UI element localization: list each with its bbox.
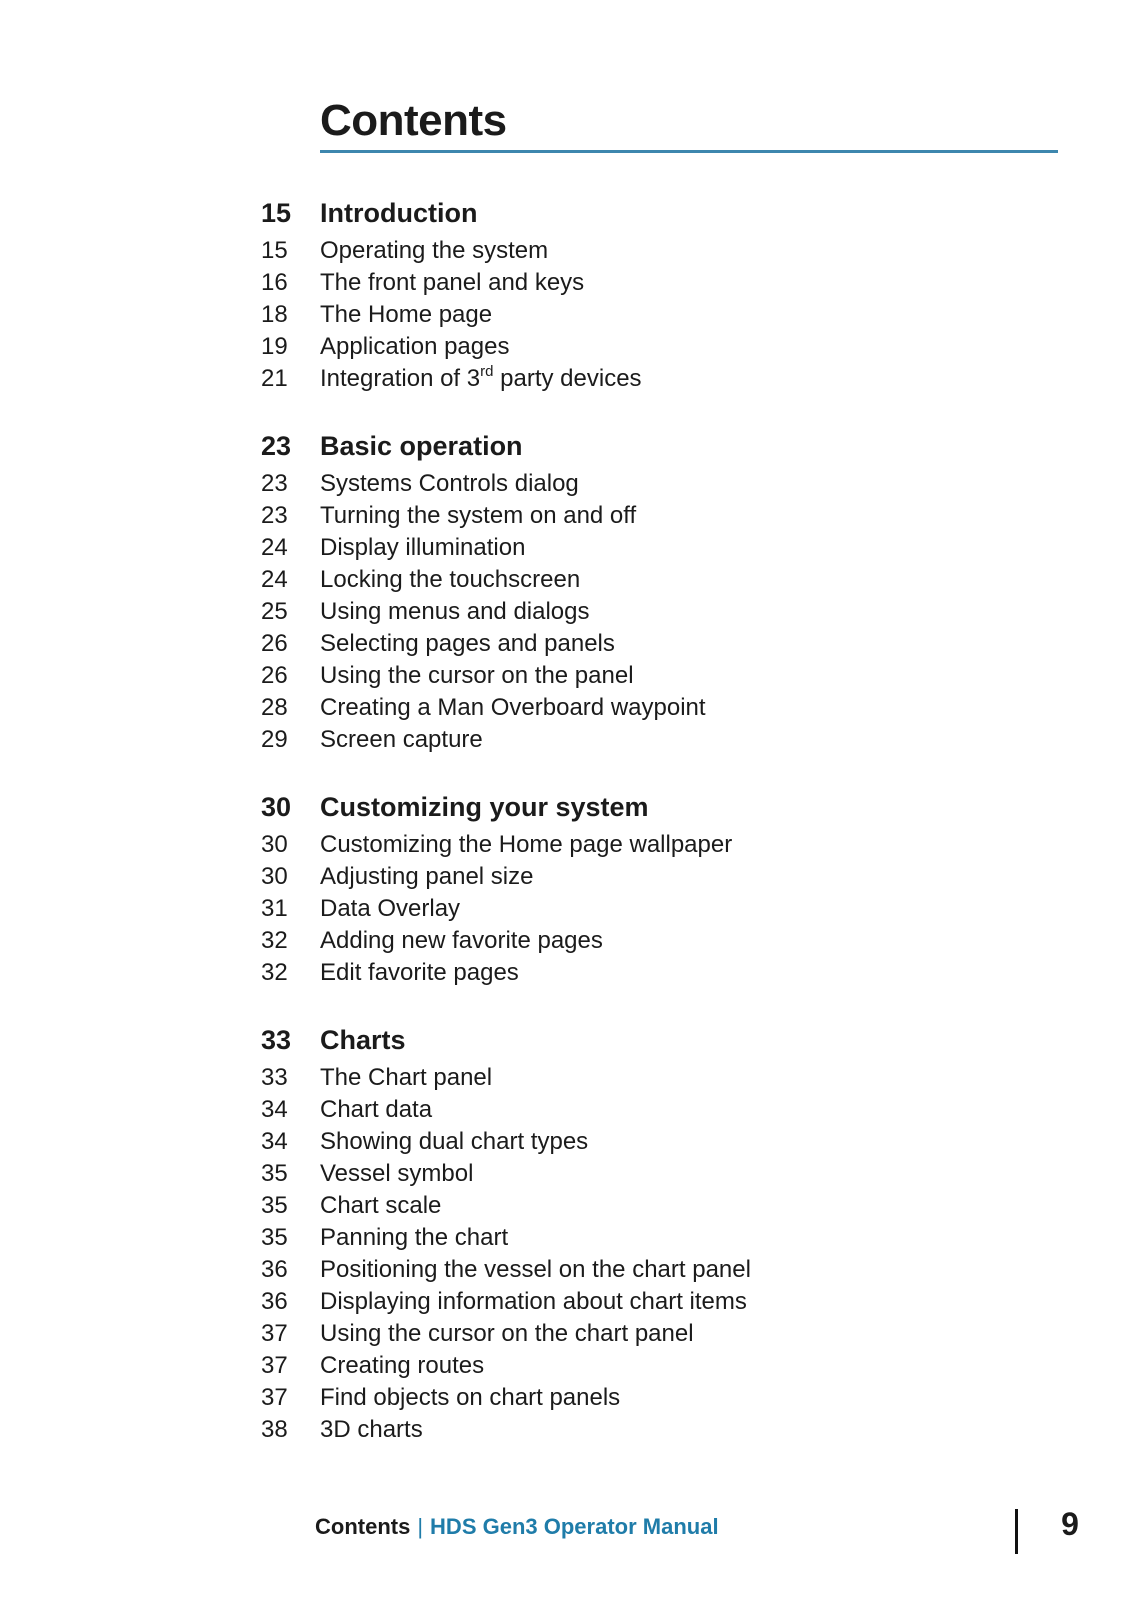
toc-page-number: 21 [261,365,288,392]
toc-title: Edit favorite pages [320,959,519,986]
toc-page-number: 28 [261,694,288,721]
footer-separator: | [417,1514,424,1539]
toc-title-text: Integration of 3 [320,365,481,392]
toc-entry[interactable] [261,1318,1061,1350]
toc-entry[interactable] [261,1094,1061,1126]
toc-page-number: 23 [261,431,292,461]
toc-entry[interactable] [261,628,1061,660]
toc-page-number: 23 [261,502,288,529]
toc-entry[interactable] [261,1286,1061,1318]
toc-entry[interactable] [261,1414,1061,1446]
toc-entry[interactable] [261,1382,1061,1414]
toc-title: Chart data [320,1096,433,1123]
toc-title [320,363,1061,395]
toc-title: Customizing your system [320,792,649,822]
toc-title: Chart scale [320,1192,442,1219]
toc-page-number: 15 [261,237,288,264]
toc-entry[interactable] [261,692,1061,724]
toc-page-number: 26 [261,662,288,689]
toc-title: Displaying information about chart items [320,1288,747,1315]
toc-title: Systems Controls dialog [320,470,579,497]
toc-page-number: 33 [261,1064,288,1091]
toc-title: Creating routes [320,1352,485,1379]
toc-title: The Home page [320,301,493,328]
toc-page-number: 34 [261,1128,288,1155]
toc-page-number: 23 [261,470,288,497]
toc-page-number: 30 [261,792,292,822]
toc-title: Find objects on chart panels [320,1384,621,1411]
toc-section [261,196,1061,395]
toc-entry[interactable] [261,500,1061,532]
toc-section [261,429,1061,756]
toc-page-number: 31 [261,895,288,922]
toc-title: The Chart panel [320,1064,493,1091]
toc-entry[interactable] [261,564,1061,596]
toc-title: Locking the touchscreen [320,566,581,593]
toc-page-number: 37 [261,1352,288,1379]
toc-entry[interactable] [261,363,1061,395]
toc-page-number: 36 [261,1256,288,1283]
toc-entry[interactable] [261,235,1061,267]
toc-entry[interactable] [261,925,1061,957]
toc-title: Adjusting panel size [320,863,534,890]
toc-title: Introduction [320,198,478,228]
toc-entry[interactable] [261,829,1061,861]
toc-page-number: 33 [261,1025,292,1055]
toc-list [261,196,1061,1480]
toc-title: Selecting pages and panels [320,630,615,657]
toc-title: Using the cursor on the panel [320,662,634,689]
toc-page-number: 37 [261,1320,288,1347]
footer-page-number: 9 [1061,1506,1079,1542]
toc-entry[interactable] [261,861,1061,893]
toc-entry[interactable] [261,468,1061,500]
toc-page-number: 30 [261,831,288,858]
toc-entry[interactable] [261,1062,1061,1094]
toc-page-number: 25 [261,598,288,625]
toc-entry[interactable] [261,1350,1061,1382]
toc-page-number: 37 [261,1384,288,1411]
toc-entry[interactable] [261,1158,1061,1190]
toc-title: Showing dual chart types [320,1128,589,1155]
toc-page-number: 32 [261,927,288,954]
footer-page-divider [1015,1509,1018,1554]
toc-title: Charts [320,1025,406,1055]
toc-title: Turning the system on and off [320,502,637,529]
toc-title: Vessel symbol [320,1160,474,1187]
toc-page-number: 32 [261,959,288,986]
toc-title: Positioning the vessel on the chart panel [320,1256,751,1283]
toc-title: Screen capture [320,726,483,753]
toc-entry[interactable] [261,1190,1061,1222]
toc-entry[interactable] [261,957,1061,989]
toc-page-number: 29 [261,726,288,753]
toc-title: Basic operation [320,431,523,461]
toc-section-heading[interactable] [261,196,1061,230]
toc-section [261,790,1061,989]
toc-title: Creating a Man Overboard waypoint [320,694,706,721]
toc-title: The front panel and keys [320,269,585,296]
toc-title: Application pages [320,333,510,360]
toc-entry[interactable] [261,1222,1061,1254]
toc-entry[interactable] [261,893,1061,925]
toc-title: Display illumination [320,534,526,561]
toc-title: Panning the chart [320,1224,509,1251]
toc-page-number: 16 [261,269,288,296]
toc-page-number: 26 [261,630,288,657]
toc-title: Using menus and dialogs [320,598,590,625]
toc-entry[interactable] [261,532,1061,564]
toc-entry[interactable] [261,299,1061,331]
toc-page-number: 38 [261,1416,288,1443]
toc-title: Using the cursor on the chart panel [320,1320,694,1347]
toc-entry[interactable] [261,724,1061,756]
toc-title: Operating the system [320,237,549,264]
page-title: Contents [320,96,507,145]
toc-page-number: 19 [261,333,288,360]
toc-section-heading[interactable] [261,429,1061,463]
footer-manual-title: HDS Gen3 Operator Manual [430,1514,719,1539]
toc-page-number: 18 [261,301,288,328]
toc-entry[interactable] [261,1254,1061,1286]
toc-section [261,1023,1061,1446]
toc-section-heading[interactable] [261,790,1061,824]
toc-page-number: 35 [261,1224,288,1251]
toc-entry[interactable] [261,596,1061,628]
footer-section-label: Contents [315,1514,411,1539]
toc-page-number: 24 [261,534,288,561]
toc-title: 3D charts [320,1416,423,1443]
toc-page-number: 24 [261,566,288,593]
toc-entry[interactable] [261,1126,1061,1158]
page-header [320,97,1058,153]
toc-page-number: 35 [261,1160,288,1187]
toc-entry[interactable] [261,660,1061,692]
toc-page-number: 30 [261,863,288,890]
toc-title: Adding new favorite pages [320,927,603,954]
toc-page-number: 34 [261,1096,288,1123]
toc-page-number: 15 [261,198,292,228]
toc-title: Customizing the Home page wallpaper [320,831,733,858]
toc-page-number: 35 [261,1192,288,1219]
toc-entry[interactable] [261,331,1061,363]
title-underline-rule [320,150,1058,153]
footer-breadcrumb [315,1514,719,1540]
toc-title-superscript: rd [480,363,494,380]
toc-page-number: 36 [261,1288,288,1315]
toc-entry[interactable] [261,267,1061,299]
toc-section-heading[interactable] [261,1023,1061,1057]
toc-title-text: party devices [493,365,642,392]
toc-title: Data Overlay [320,895,461,922]
